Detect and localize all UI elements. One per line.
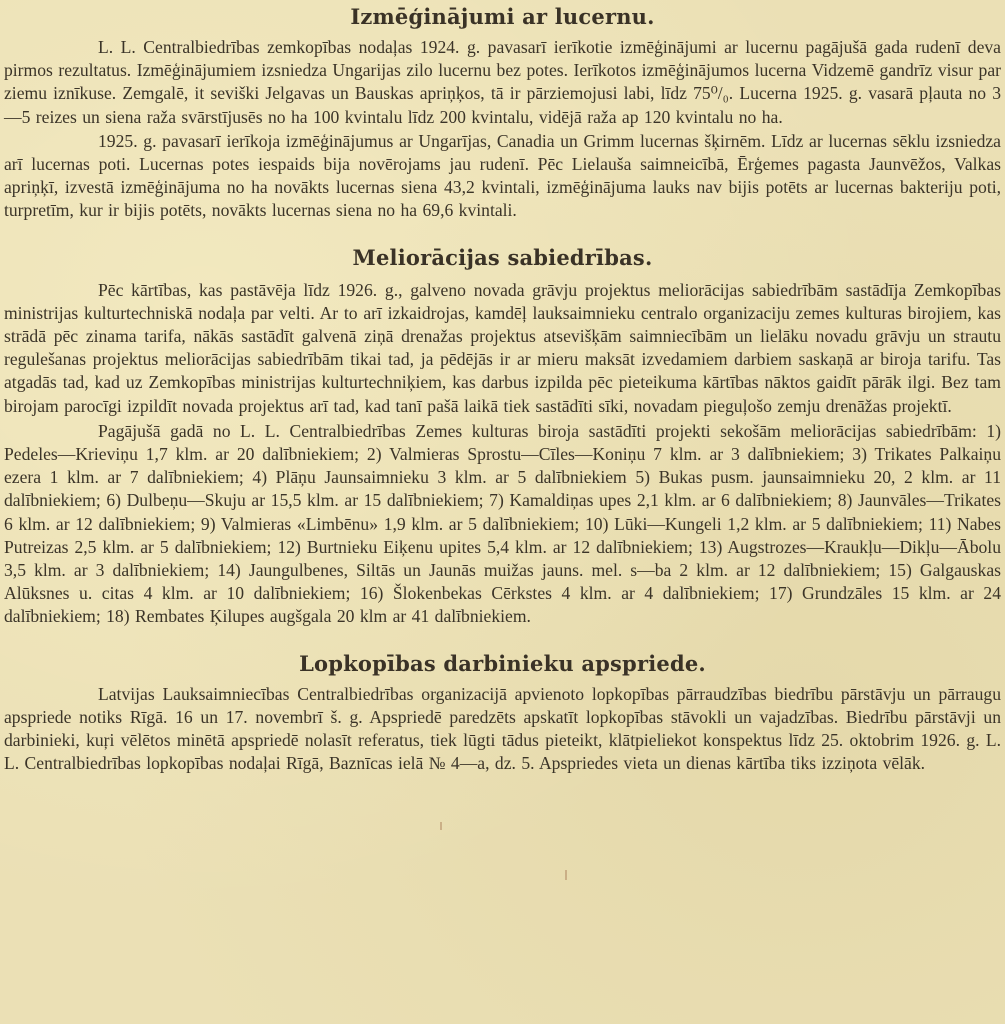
section-melioration-societies	[4, 241, 1001, 629]
section-title-lucerne-trials: Izmēģinājumi ar lucernu.	[350, 4, 655, 29]
section-lucerne-trials	[4, 0, 1001, 223]
scan-artifact	[440, 822, 442, 830]
paragraph: Pagājušā gadā no L. L. Centralbiedrības Zemes kulturas biroja sastādīti projekti sekošām meliorācijas sabiedrībām: 1) Pedeles—Krieviņu 1,7 klm. ar 20 dalībniekiem; 2) Valmieras Sprostu—Cīles—Koniņu 7 klm. ar 3 dalībniekiem; 3) Trikates Palkaiņu ezera 1 klm. ar 7 dalībniekiem; 4) Plāņu Jaunsaimnieku 3 klm. ar 5 dalībniekiem 5) Bukas pusm. jaunsaimnieku 20, 2 klm. ar 11 dalībniekiem; 6) Dulbeņu—Skuju ar 15,5 klm. ar 15 dalībniekiem; 7) Kamaldiņas upes 2,1 klm. ar 6 dalībniekiem; 8) Jaunvāles—Trikates 6 klm. ar 12 dalībniekiem; 9) Valmieras «Limbēnu» 1,9 klm. ar 5 dalībniekiem; 10) Lūki—Kungeli 1,2 klm. ar 5 dalībniekiem; 11) Nabes Putreizas 2,5 klm. ar 5 dalībniekiem; 12) Burtnieku Eiķenu upites 5,4 klm. ar 12 dalībniekiem; 13) Augstrozes—Kraukļu—Dikļu—Ābolu 3,5 klm. ar 3 dalībniekiem; 14) Jaungulbenes, Siltās un Jaunās muižas jauns. mel. s—ba 2 klm. ar 12 dalībniekiem; 15) Galgauskas Alūksnes u. citas 4 klm. ar 10 dalībniekiem; 16) Šlokenbekas Cērkstes 4 klm. ar 4 dalībniekiem; 17) Grundzāles 15 klm. ar 24 dalībniekiem; 18) Rembates Ķilupes augšgala 20 klm ar 41 dalībniekiem.	[4, 420, 1001, 627]
paragraph: 1925. g. pavasarī ierīkoja izmēģinājumus ar Ungarījas, Canadia un Grimm lucernas šķirnēm. Līdz ar lucernas sēklu izsniedza arī lucernas poti. Lucernas potes iespaids bija novērojams jau rudenī. Pēc Lielauša saimneicībā, Ērģemes pagasta Jaunvēžos, Valkas apriņķī, izvestā izmēģinājuma no ha novākts lucernas siena 43,2 kvintali, izmēģinājuma lauks nav bijis potēts ar lucernas bakteriju poti, turpretīm, kur ir bijis potēts, novākts lucernas siena no ha 69,6 kvintali.	[4, 130, 1001, 221]
paragraph: L. L. Centralbiedrības zemkopības nodaļas 1924. g. pavasarī ierīkotie izmēģinājumi ar lucernu pagājušā gada rudenī deva pirmos rezultatus. Izmēģinājumiem izsniedza Ungarijas zilo lucernu bez potes. Ierīkotos izmēģinājumos lucerna Vidzemē gandrīz visur par ziemu iznīkuse. Zemgalē, it seviški Jelgavas un Bauskas apriņķos, tā ir pārziemojusi labi, līdz 75⁰/₀. Lucerna 1925. g. vasarā pļauta no 3—5 reizes un siena raža svārstījusēs no ha 100 kvintalu līdz 200 kvintalu, vidējā raža ap 120 kvintalu no ha.	[4, 37, 1001, 127]
paragraph: Latvijas Lauksaimniecības Centralbiedrības organizacijā apvienoto lopkopības pārraudzības biedrību pārstāvju un pārraugu apspriede notiks Rīgā. 16 un 17. novembrī š. g. Apspriedē paredzēts apskatīt lopkopības stāvokli un vajadzības. Biedrību pārstāvji un darbinieki, kuŗi vēlētos minētā apspriedē nolasīt referatus, tiek lūgti tādus pieteikt, klātpieliekot konspektus līdz 25. oktobrim 1926. g. L. L. Centralbiedrības lopkopības nodaļai Rīgā, Baznīcas ielā № 4—a, dz. 5. Apspriedes vieta un dienas kārtība tiks izziņota vēlāk.	[4, 683, 1001, 774]
section-livestock-workers-meeting	[4, 647, 1001, 776]
section-title-melioration-societies: Meliorācijas sabiedrības.	[352, 244, 653, 270]
scan-artifact	[565, 870, 567, 880]
section-title-livestock-workers-meeting: Lopkopības darbinieku apspriede.	[299, 650, 706, 676]
paragraph: Pēc kārtības, kas pastāvēja līdz 1926. g., galveno novada grāvju projektus meliorācijas sabiedrībām sastādīja Zemkopības ministrijas kulturtechniskā nodaļa par velti. Ar to arī izkaidrojas, kamdēļ lauksaimnieku centralo organizaciju zemes kulturas birojiem, kas strādā pēc zinama tarifa, nākās sastādīt galvenā ziņā drenažas projektus atsevišķām saimniecībām un lielāku novadu grāvju un strautu regulešanas projektus meliorācijas sabiedrībām tikai tad, ja pēdējās ir ar mieru maksāt izvedamiem darbiem saskaņā ar biroja tarifu. Tas atgadās tad, kad uz Zemkopības ministrijas kulturtechniķiem, kas darbus izpilda pēc pieteikuma kārtības nāktos gaidīt pārāk ilgi. Bez tam birojam parocīgi izpildīt novada projektus arī tad, kad tanī pašā laikā tiek sastādīti sīki, novadam pieguļošo zemju drenāžas projektī.	[4, 279, 1001, 416]
